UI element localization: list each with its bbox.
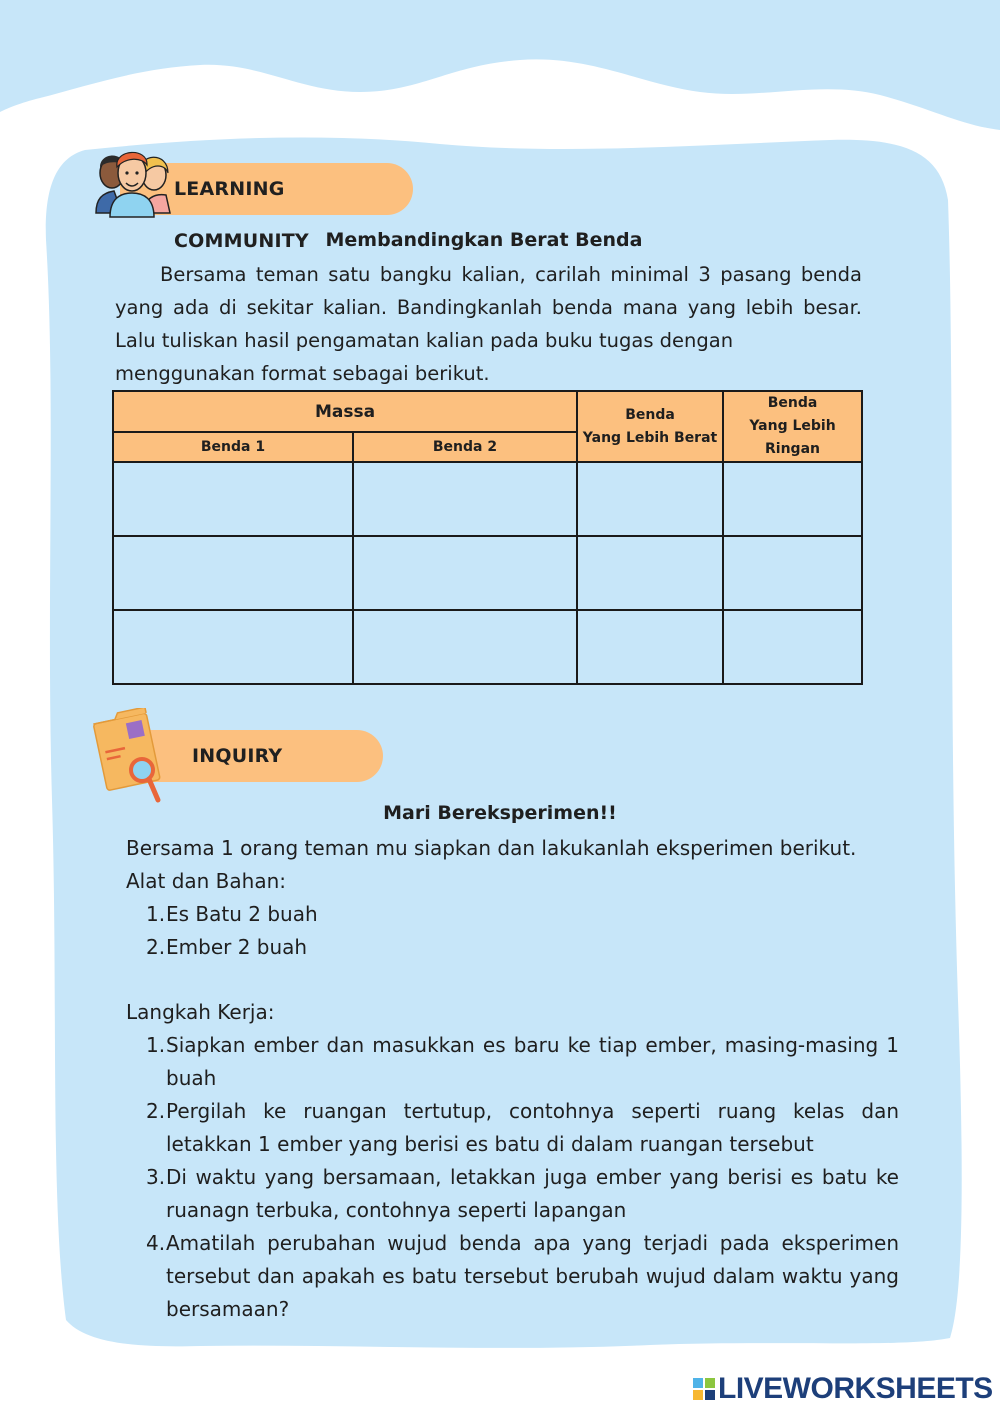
- step-text: Amatilah perubahan wujud benda apa yang terjadi pada eksperimen tersebut dan apakah es batu tersebut berubah wujud dalam waktu yang bersamaan?: [166, 1231, 899, 1321]
- table-cell-input[interactable]: [723, 536, 862, 610]
- table-header-lighter-line2: Yang Lebih Ringan: [749, 418, 836, 457]
- table-cell-input[interactable]: [353, 610, 577, 684]
- tools-materials-list: [146, 898, 546, 964]
- table-header-lighter-line1: Benda: [767, 395, 818, 411]
- comparison-table: [112, 390, 863, 685]
- list-item: 1. Siapkan ember dan masukkan es baru ke tiap ember, masing-masing 1 buah: [146, 1029, 899, 1095]
- liveworksheets-wordmark: LIVEWORKSHEETS: [718, 1372, 993, 1405]
- table-header-benda2: Benda 2: [353, 432, 577, 462]
- table-cell-input[interactable]: [577, 610, 723, 684]
- step-text: Pergilah ke ruangan tertutup, contohnya seperti ruang kelas dan letakkan 1 ember yang berisi es batu di dalam ruangan tersebut: [166, 1099, 899, 1156]
- table-header-heavier-line2: Yang Lebih Berat: [582, 429, 718, 446]
- table-row: [113, 536, 862, 610]
- table-cell-input[interactable]: [353, 536, 577, 610]
- table-header-heavier-line1: Benda: [625, 406, 675, 423]
- tool-item-text: Es Batu 2 buah: [166, 902, 318, 926]
- instructions-paragraph-main: Bersama teman satu bangku kalian, carilah minimal 3 pasang benda yang ada di sekitar kalian. Bandingkanlah benda mana yang lebih besar. Lalu tuliskan hasil pengamatan kalian pada buku tugas dengan: [115, 263, 862, 352]
- table-cell-input[interactable]: [577, 536, 723, 610]
- table-cell-input[interactable]: [113, 462, 353, 536]
- table-row: [113, 610, 862, 684]
- work-steps-list: [146, 1029, 899, 1326]
- list-item: 4. Amatilah perubahan wujud benda apa yang terjadi pada eksperimen tersebut dan apakah es batu tersebut berubah wujud dalam waktu yang bersamaan?: [146, 1227, 899, 1326]
- table-row: [113, 462, 862, 536]
- learning-community-title: Membandingkan Berat Benda: [325, 229, 643, 251]
- step-text: Siapkan ember dan masukkan es baru ke tiap ember, masing-masing 1 buah: [166, 1033, 899, 1090]
- table-cell-input[interactable]: [723, 610, 862, 684]
- list-item: 1. Es Batu 2 buah: [146, 902, 318, 926]
- instructions-paragraph-last-line: menggunakan format sebagai berikut.: [115, 362, 490, 385]
- table-cell-input[interactable]: [353, 462, 577, 536]
- inquiry-title: Mari Bereksperimen!!: [383, 802, 617, 824]
- tools-materials-label: Alat dan Bahan:: [126, 869, 286, 893]
- list-item: 3. Di waktu yang bersamaan, letakkan juga ember yang berisi es batu ke ruanagn terbuka, contohnya seperti lapangan: [146, 1161, 899, 1227]
- table-cell-input[interactable]: [113, 536, 353, 610]
- work-steps-label: Langkah Kerja:: [126, 1000, 275, 1024]
- inquiry-label: INQUIRY: [192, 745, 283, 767]
- table-header-benda1: Benda 1: [113, 432, 353, 462]
- inquiry-intro: Bersama 1 orang teman mu siapkan dan lakukanlah eksperimen berikut.: [126, 836, 857, 860]
- tool-item-text: Ember 2 buah: [166, 935, 308, 959]
- table-cell-input[interactable]: [723, 462, 862, 536]
- table-cell-input[interactable]: [113, 610, 353, 684]
- liveworksheets-branding: [693, 1372, 993, 1406]
- community-people-icon: [92, 143, 174, 219]
- table-header-heavier: [577, 391, 723, 462]
- liveworksheets-logo-icon: [693, 1378, 715, 1400]
- learning-community-label: LEARNING COMMUNITY: [174, 178, 309, 252]
- list-item: 2. Pergilah ke ruangan tertutup, contohnya seperti ruang kelas dan letakkan 1 ember yang berisi es batu di dalam ruangan tersebut: [146, 1095, 899, 1161]
- table-header-massa: Massa: [113, 391, 577, 432]
- table-cell-input[interactable]: [577, 462, 723, 536]
- learning-community-instructions: [115, 258, 862, 390]
- list-item: 2. Ember 2 buah: [146, 935, 308, 959]
- table-header-lighter: [723, 391, 862, 462]
- step-text: Di waktu yang bersamaan, letakkan juga ember yang berisi es batu ke ruanagn terbuka, contohnya seperti lapangan: [166, 1165, 899, 1222]
- document-magnifier-icon: [86, 708, 170, 808]
